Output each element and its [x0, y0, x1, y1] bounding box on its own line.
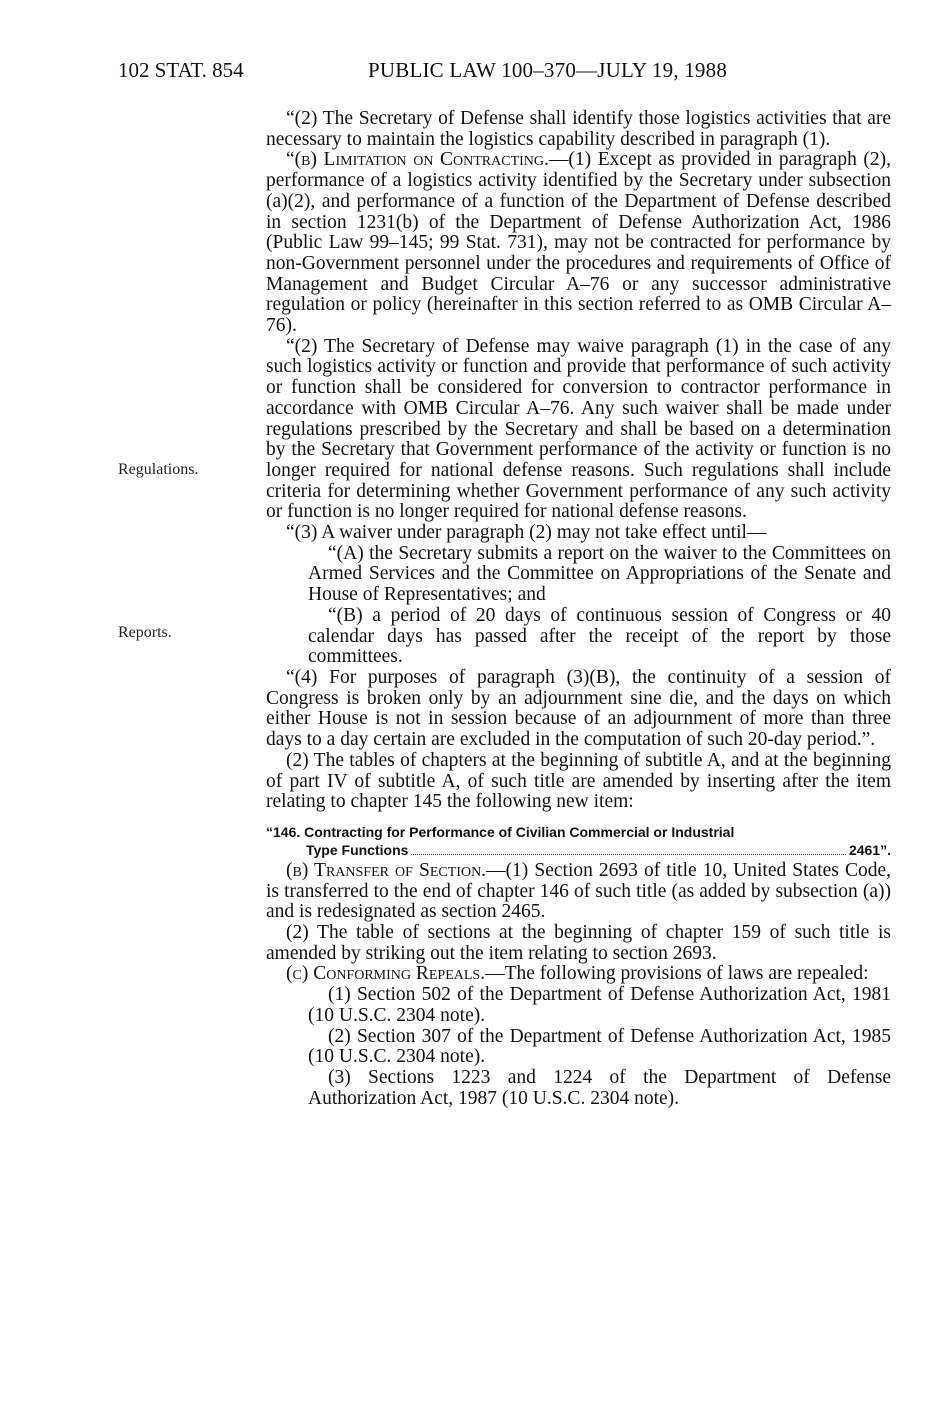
- heading-limitation-on-contracting: “(b) Limitation on Contracting.—: [286, 149, 569, 171]
- margin-note-reports: Reports.: [118, 624, 172, 641]
- body-text: [266, 109, 891, 1109]
- repeal-item-2: (2) Section 307 of the Department of Defense Authorization Act, 1985 (10 U.S.C. 2304 note).: [308, 1025, 891, 1068]
- paragraph-tables-of-chapters: (2) The tables of chapters at the beginning of subtitle A, and at the beginning of part IV of subtitle A, of such title are amended by inserting after the item relating to chapter 145 the following new item:: [266, 749, 891, 813]
- page-header: [118, 58, 898, 92]
- heading-transfer-of-section: (b) Transfer of Section.—: [286, 859, 506, 881]
- table-of-chapters-item: [266, 823, 891, 859]
- statute-page-number: 102 STAT. 854: [118, 58, 244, 82]
- repeal-item-3: (3) Sections 1223 and 1224 of the Department of Defense Authorization Act, 1987 (10 U.S.C. 2304 note).: [308, 1066, 891, 1109]
- paragraph-a2: “(2) The Secretary of Defense shall identify those logistics activities that are necessary to maintain the logistics capability described in paragraph (1).: [266, 108, 891, 150]
- paragraph-b4: “(4) For purposes of paragraph (3)(B), the continuity of a session of Congress is broken only by an adjournment sine die, and the days on which either House is not in session because of an adjournment of more than three days to a day certain are excluded in the computation of such 20-day period.”.: [266, 666, 891, 751]
- toc-leader-dots: [411, 854, 846, 855]
- paragraph-conforming-repeals: (c) Conforming Repeals.—The following provisions of laws are repealed:: [286, 963, 869, 985]
- paragraph-table-of-sections: (2) The table of sections at the beginning of chapter 159 of such title is amended by striking out the item relating to section 2693.: [266, 922, 891, 964]
- toc-item-title: “146. Contracting for Performance of Civilian Commercial or Industrial: [266, 823, 735, 840]
- paragraph-b3-b: “(B) a period of 20 days of continuous session of Congress or 40 calendar days has passed after the receipt of the report by those committees.: [308, 604, 891, 668]
- paragraph-b2: “(2) The Secretary of Defense may waive paragraph (1) in the case of any such logistics activity or function and provide that performance of such activity or function shall be considered for conversion to contractor performance in accordance with OMB Circular A–76. Any such waiver shall be made under regulations prescribed by the Secretary and shall be based on a determination by the Secretary that Government performance of the activity or function is no longer required for national defense reasons. Such regulations shall include criteria for determining whether Government performance of any such activity or function is no longer required for national defense reasons.: [266, 335, 891, 523]
- heading-conforming-repeals: (c) Conforming Repeals.—: [286, 963, 505, 985]
- toc-item-title-cont: Type Functions: [306, 841, 409, 858]
- margin-note-regulations: Regulations.: [118, 461, 199, 478]
- toc-item-section: 2461”.: [848, 841, 891, 858]
- paragraph-b3: “(3) A waiver under paragraph (2) may not take effect until—: [286, 522, 767, 544]
- repeal-item-1: (1) Section 502 of the Department of Defense Authorization Act, 1981 (10 U.S.C. 2304 note).: [308, 984, 891, 1026]
- paragraph-b1: “(b) Limitation on Contracting.—(1) Except as provided in paragraph (2), performance of a logistics activity identified by the Secretary under subsection (a)(2), and performance of a function of the Department of Defense described in section 1231(b) of the Department of Defense Authorization Act, 1986 (Public Law 99–145; 99 Stat. 731), may not be contracted for performance by non-Government personnel under the procedures and requirements of Office of Management and Budget Circular A–76 or any successor administrative regulation or policy (hereinafter in this section referred to as OMB Circular A–76).: [266, 149, 892, 337]
- running-head-law: PUBLIC LAW 100–370—JULY 19, 1988: [368, 58, 728, 82]
- paragraph-b3-a: “(A) the Secretary submits a report on the waiver to the Committees on Armed Services and the Committee on Appropriations of the Senate and House of Representatives; and: [308, 542, 891, 606]
- paragraph-transfer-of-section: (b) Transfer of Section.—(1) Section 2693 of title 10, United States Code, is transferred to the end of chapter 146 of such title (as added by subsection (a)) and is redesignated as section 2465.: [266, 859, 891, 923]
